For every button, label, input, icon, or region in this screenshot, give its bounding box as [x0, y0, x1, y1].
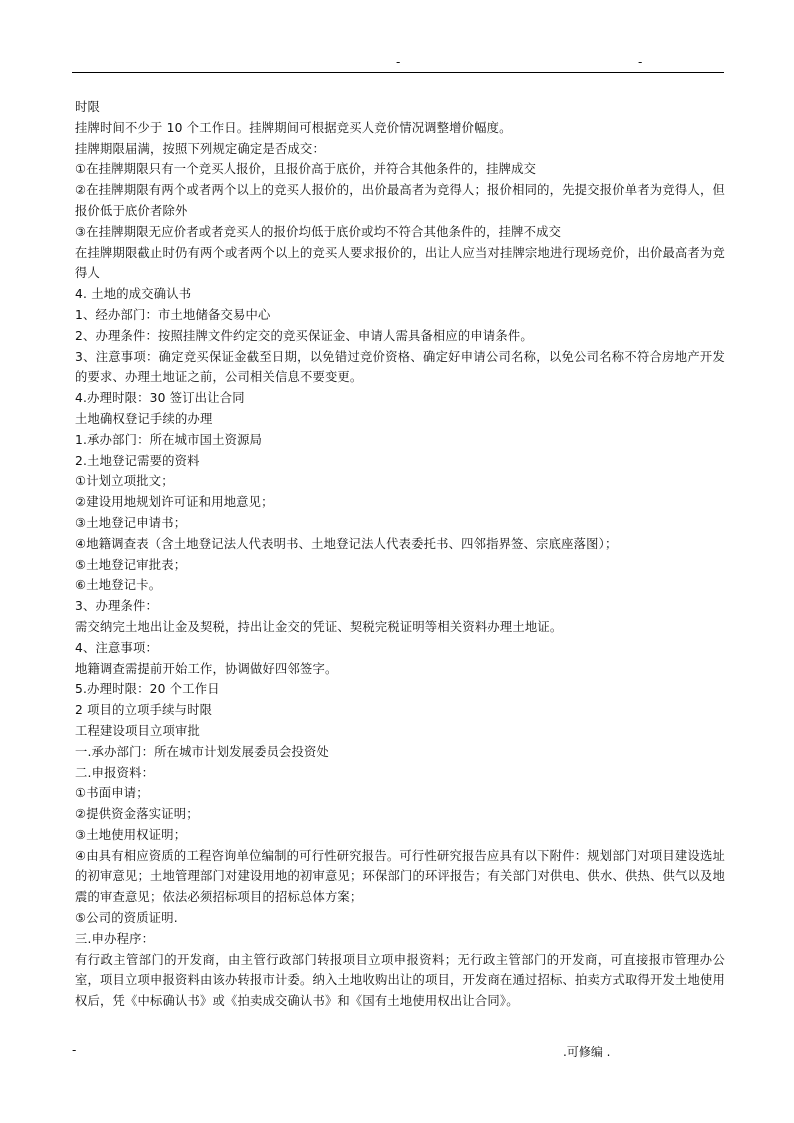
- list-item: ⑤土地登记审批表；: [75, 557, 187, 572]
- paragraph: 在挂牌期限截止时仍有两个或者两个以上的竞买人要求报价的，出让人应当对挂牌宗地进行现场竞价，出价最高者为竞得人: [75, 245, 725, 281]
- paragraph: 3、办理条件：: [75, 599, 159, 614]
- paragraph: ③在挂牌期限无应价者或者竞买人的报价均低于底价或均不符合其他条件的，挂牌不成交: [75, 224, 562, 239]
- paragraph: 挂牌期限届满，按照下列规定确定是否成交：: [75, 141, 325, 156]
- paragraph: 时限: [75, 100, 100, 114]
- header-mark-left: -: [396, 55, 401, 69]
- paragraph: ②在挂牌期限有两个或者两个以上的竞买人报价的，出价最高者为竞得人；报价相同的，先提交报价单者为竞得人，但报价低于底价者除外: [75, 183, 725, 218]
- paragraph: 4、注意事项：: [75, 640, 159, 655]
- header-rule: [72, 72, 724, 73]
- paragraph: ①在挂牌期限只有一个竞买人报价，且报价高于底价，并符合其他条件的，挂牌成交: [75, 162, 537, 177]
- list-item: ④地籍调查表（含土地登记法人代表明书、土地登记法人代表委托书、四邻指界签、宗底座落图）；: [75, 536, 618, 551]
- paragraph: 2.土地登记需要的资料: [75, 453, 200, 468]
- paragraph: 三.申办程序：: [75, 931, 155, 946]
- list-item: ③土地使用权证明；: [75, 827, 187, 842]
- paragraph: 地籍调查需提前开始工作，协调做好四邻签字。: [75, 661, 338, 676]
- paragraph: 2、办理条件：按照挂牌文件约定交的竞买保证金、申请人需具备相应的申请条件。: [75, 328, 533, 343]
- section-heading: 土地确权登记手续的办理: [75, 411, 213, 426]
- footer-note: .可修编 .: [563, 1045, 611, 1059]
- list-item: ②建设用地规划许可证和用地意见；: [75, 495, 274, 510]
- section-heading: 4. 土地的成交确认书: [75, 287, 192, 302]
- paragraph: 挂牌时间不少于 10 个工作日。挂牌期间可根据竞买人竞价情况调整增价幅度。: [75, 120, 512, 135]
- list-item: ⑤公司的资质证明.: [75, 911, 178, 926]
- paragraph: 3、注意事项：确定竞买保证金截至日期，以免错过竞价资格、确定好申请公司名称，以免公司名称不符合房地产开发的要求、办理土地证之前，公司相关信息不要变更。: [75, 349, 725, 385]
- list-item: ②提供资金落实证明；: [75, 807, 199, 822]
- paragraph: 5.办理时限：20 个工作日: [75, 682, 220, 697]
- section-heading: 工程建设项目立项审批: [75, 723, 200, 738]
- paragraph: 1.承办部门：所在城市国土资源局: [75, 432, 263, 447]
- list-item: ③土地登记申请书；: [75, 515, 187, 530]
- list-item: ⑥土地登记卡。: [75, 578, 162, 593]
- footer-mark-left: -: [72, 1043, 77, 1057]
- list-item: ①书面申请；: [75, 786, 149, 801]
- paragraph: 4.办理时限：30 签订出让合同: [75, 391, 245, 406]
- section-heading: 2 项目的立项手续与时限: [75, 703, 213, 718]
- paragraph: 1、经办部门：市土地储备交易中心: [75, 307, 271, 322]
- paragraph: 一.承办部门：所在城市计划发展委员会投资处: [75, 744, 330, 759]
- paragraph: 有行政主管部门的开发商，由主管行政部门转报项目立项申报资料；无行政主管部门的开发商，可直接报市管理办公室，项目立项申报资料由该办转报市计委。纳入土地收购出让的项目，开发商在通过招标、拍卖方式取得开发土地使用权后，凭《中标确认书》或《拍卖成交确认书》和《国有土地使用权出让合同》。: [75, 952, 725, 1009]
- paragraph: 需交纳完土地出让金及契税，持出让金交的凭证、契税完税证明等相关资料办理土地证。: [75, 619, 563, 634]
- paragraph: 二.申报资料：: [75, 765, 155, 780]
- document-body: [75, 97, 725, 1012]
- list-item: ①计划立项批文；: [75, 474, 174, 489]
- list-item: ④由具有相应资质的工程咨询单位编制的可行性研究报告。可行性研究报告应具有以下附件：规划部门对项目建设选址的初审意见；土地管理部门对建设用地的初审意见；环保部门的环评报告；有关部门对供电、供水、供热、供气以及地震的审查意见；依法必须招标项目的招标总体方案；: [75, 848, 725, 905]
- header-mark-right: -: [638, 55, 643, 69]
